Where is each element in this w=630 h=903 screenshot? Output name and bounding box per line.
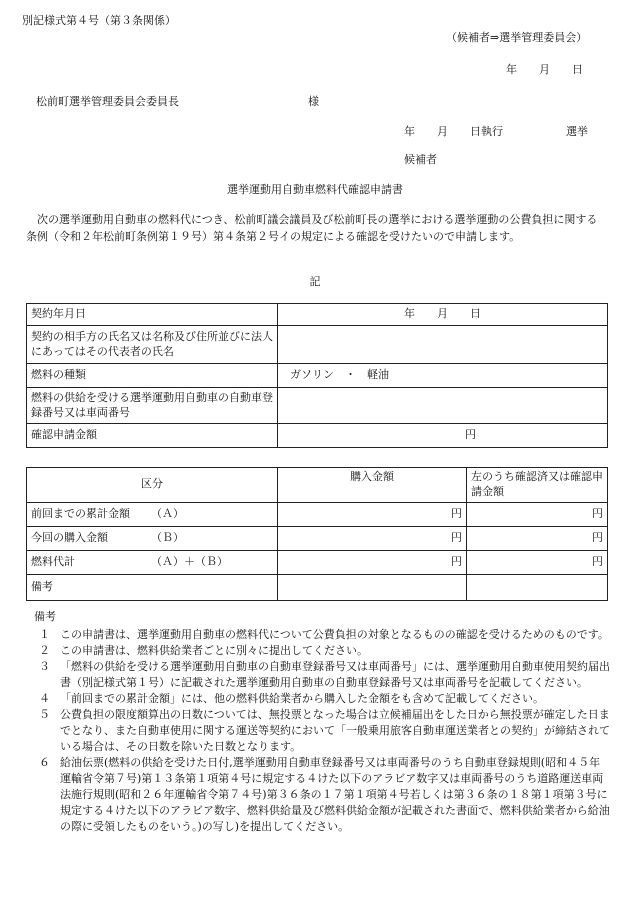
contract-date-value: 年 月 日 xyxy=(278,304,608,326)
request-amount-value: 円 xyxy=(278,424,608,448)
total-purchase-cell: 円 xyxy=(278,550,467,574)
amount-table xyxy=(26,467,608,601)
remarks-purchase-cell xyxy=(278,574,467,600)
addressee-honorific: 様 xyxy=(308,95,319,108)
vehicle-number-label: 燃料の供給を受ける選挙運動用自動車の自動車登録番号又は車両番号 xyxy=(27,388,278,424)
table-row xyxy=(27,304,608,326)
table-row xyxy=(27,502,608,526)
remarks-confirmed-cell xyxy=(467,574,608,600)
vehicle-number-value xyxy=(278,388,608,424)
current-confirmed-cell: 円 xyxy=(467,526,608,550)
note-item: ２ この申請書は、燃料供給業者ごとに別々に提出してください。 xyxy=(39,644,368,657)
previous-purchase-cell: 円 xyxy=(278,502,467,526)
note-item: ４ 「前回までの累計金額」には、他の燃料供給業者から購入した金額をも含めて記載してください。 xyxy=(39,692,544,705)
row-label-total: 燃料代計 （Ａ）＋（Ｂ） xyxy=(27,550,278,574)
ki-marker: 記 xyxy=(309,275,321,288)
previous-confirmed-cell: 円 xyxy=(467,502,608,526)
election-type: 選挙 xyxy=(566,125,588,138)
form-number: 別記様式第４号（第３条関係） xyxy=(22,14,176,27)
header-category: 区分 xyxy=(27,468,278,503)
table-row xyxy=(27,326,608,364)
route-note: （候補者⇒選挙管理委員会） xyxy=(446,31,588,44)
table-row xyxy=(27,550,608,574)
table-row xyxy=(27,574,608,600)
contract-date-label: 契約年月日 xyxy=(27,304,278,326)
row-label-current: 今回の購入金額 （Ｂ） xyxy=(27,526,278,550)
counterparty-label: 契約の相手方の氏名又は名称及び住所並びに法人にあってはその代表者の氏名 xyxy=(27,326,278,364)
note-item: ６ 給油伝票(燃料の供給を受けた日付,選挙運動用自動車登録番号又は車両番号のうち自動車登録規則(昭和４５年運輸省令第７号)第１３条第１項第４号に規定する４けた以下のアラビア数字又は車両番号のうち道路運送車両法施行規則(昭和２６年運輸省令第７４号)第３６条の１７第１項第４号若しくは第３６条の１８第１項第３号に規定する４けた以下のアラビア数字、燃料供給量及び燃料供給金額が記載された書面で、燃料供給業者から給油の際に受領したものをいう。)の写し)を提出してください。 xyxy=(39,756,610,833)
total-confirmed-cell: 円 xyxy=(467,550,608,574)
contract-table xyxy=(26,303,608,448)
fuel-type-label: 燃料の種類 xyxy=(27,364,278,388)
table-header-row xyxy=(27,468,608,503)
request-amount-label: 確認申請金額 xyxy=(27,424,278,448)
counterparty-value xyxy=(278,326,608,364)
body-paragraph: 次の選挙運動用自動車の燃料代につき、松前町議会議員及び松前町長の選挙における選挙運動の公費負担に関する条例（令和２年松前町条例第１９号）第４条第２号イの規定による確認を受けたいので申請します。 xyxy=(26,213,598,243)
header-confirmed-amount: 左のうち確認済又は確認申請金額 xyxy=(467,468,608,503)
note-item: ５ 公費負担の限度額算出の日数については、無投票となった場合は立候補届出をした日から無投票が確定した日までとなり、また自動車使用に関する運送等契約において「一般乗用旅客自動車運送業者との契約」が締結されている場合は、その日数を除いた日数となります。 xyxy=(39,708,610,753)
submission-date: 年 月 日 xyxy=(506,63,583,76)
table-row xyxy=(27,526,608,550)
candidate-label: 候補者 xyxy=(404,153,437,166)
header-purchase-amount: 購入金額 xyxy=(278,468,467,503)
fuel-type-value: ガソリン ・ 軽油 xyxy=(278,364,608,388)
current-purchase-cell: 円 xyxy=(278,526,467,550)
notes-list xyxy=(26,627,610,835)
election-date: 年 月 日執行 xyxy=(404,125,503,138)
row-label-remarks: 備考 xyxy=(27,574,278,600)
document-title: 選挙運動用自動車燃料代確認申請書 xyxy=(227,183,403,196)
note-item: １ この申請書は、選挙運動用自動車の燃料代について公費負担の対象となるものの確認を受けるためのものです。 xyxy=(39,628,609,641)
table-row xyxy=(27,424,608,448)
notes-heading: 備考 xyxy=(34,610,56,623)
table-row xyxy=(27,388,608,424)
table-row xyxy=(27,364,608,388)
addressee-name: 松前町選挙管理委員会委員長 xyxy=(36,95,179,108)
row-label-previous: 前回までの累計金額 （Ａ） xyxy=(27,502,278,526)
note-item: ３ 「燃料の供給を受ける選挙運動用自動車の自動車登録番号又は車両番号」には、選挙運動用自動車使用契約届出書（別記様式第１号）に記載された選挙運動用自動車の自動車登録番号又は車両番号を記載してください。 xyxy=(39,660,610,689)
